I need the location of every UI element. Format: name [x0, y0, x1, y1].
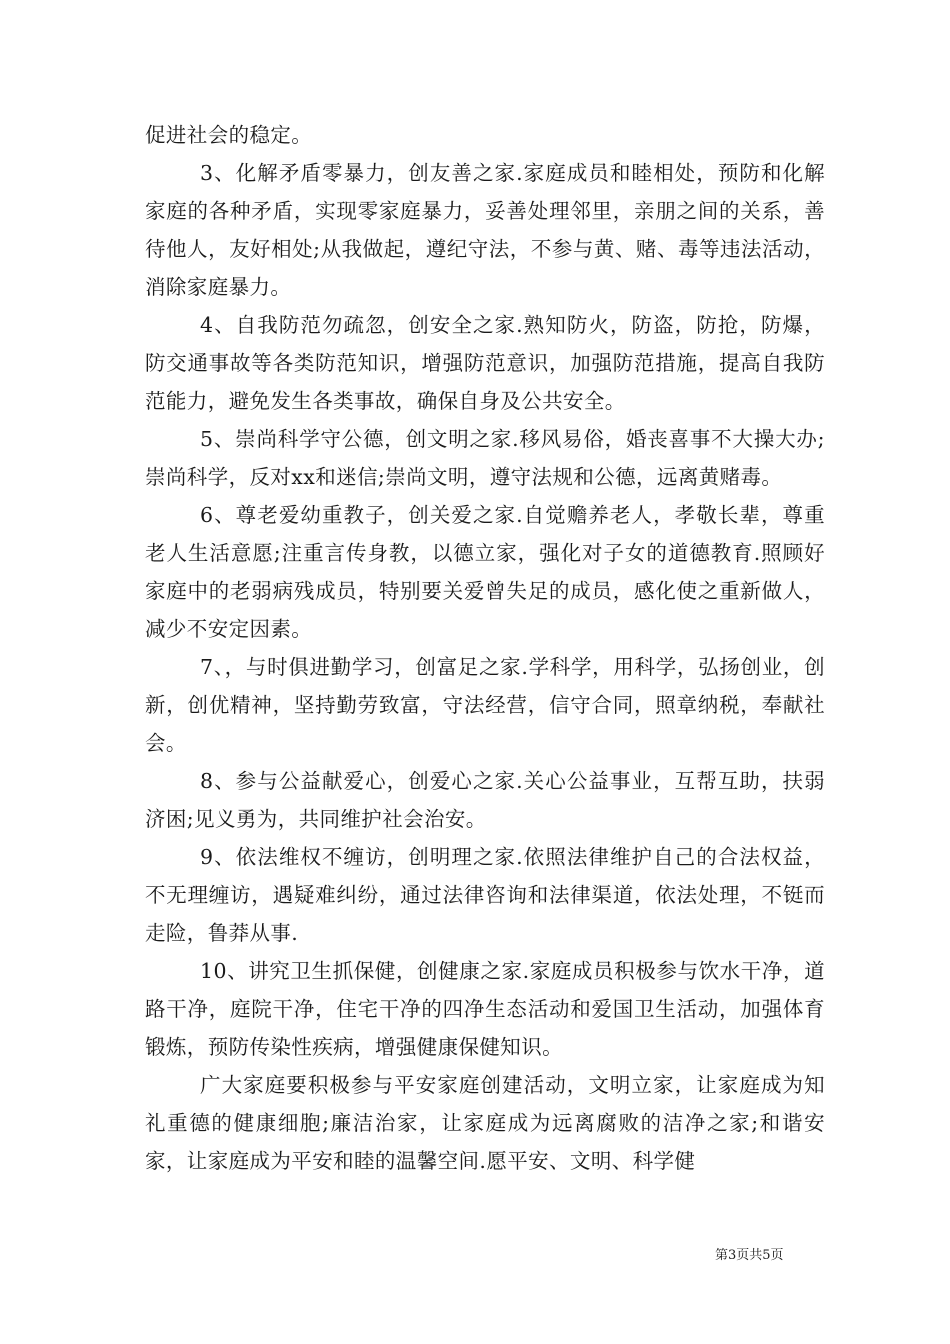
paragraph-item-6: 6、尊老爱幼重教子，创关爱之家.自觉赡养老人，孝敬长辈，尊重老人生活意愿;注重言传身教，以德立家，强化对子女的道德教育.照顾好家庭中的老弱病残成员，特别要关爱曾失足的成员，感化使之重新做人，减少不安定因素。: [145, 503, 825, 641]
paragraph-closing: 广大家庭要积极参与平安家庭创建活动，文明立家，让家庭成为知礼重德的健康细胞;廉洁治家，让家庭成为远离腐败的洁净之家;和谐安家，让家庭成为平安和睦的温馨空间.愿平安、文明、科学健: [145, 1073, 825, 1173]
paragraph-continuation: 促进社会的稳定。: [145, 123, 313, 147]
paragraph-item-7: 7、，与时俱进勤学习，创富足之家.学科学，用科学，弘扬创业，创新，创优精神，坚持勤劳致富，守法经营，信守合同，照章纳税，奉献社会。: [145, 655, 825, 755]
paragraph-item-9: 9、依法维权不缠访，创明理之家.依照法律维护自己的合法权益，不无理缠访，遇疑难纠纷，通过法律咨询和法律渠道，依法处理，不铤而走险，鲁莽从事.: [145, 845, 825, 945]
paragraph-item-5: 5、崇尚科学守公德，创文明之家.移风易俗，婚丧喜事不大操大办;崇尚科学，反对xx和迷信;崇尚文明，遵守法规和公德，远离黄赌毒。: [145, 427, 825, 489]
document-body: [145, 116, 825, 1180]
page-number: 第3页共5页: [715, 1248, 784, 1263]
paragraph-item-8: 8、参与公益献爱心，创爱心之家.关心公益事业，互帮互助，扶弱济困;见义勇为，共同维护社会治安。: [145, 769, 825, 831]
paragraph-item-4: 4、自我防范勿疏忽，创安全之家.熟知防火，防盗，防抢，防爆，防交通事故等各类防范知识，增强防范意识，加强防范措施，提高自我防范能力，避免发生各类事故，确保自身及公共安全。: [145, 313, 825, 413]
paragraph-item-3: 3、化解矛盾零暴力，创友善之家.家庭成员和睦相处，预防和化解家庭的各种矛盾，实现零家庭暴力，妥善处理邻里，亲朋之间的关系，善待他人，友好相处;从我做起，遵纪守法，不参与黄、赌、毒等违法活动，消除家庭暴力。: [145, 161, 825, 299]
paragraph-item-10: 10、讲究卫生抓保健，创健康之家.家庭成员积极参与饮水干净，道路干净，庭院干净，住宅干净的四净生态活动和爱国卫生活动，加强体育锻炼，预防传染性疾病，增强健康保健知识。: [145, 959, 825, 1059]
